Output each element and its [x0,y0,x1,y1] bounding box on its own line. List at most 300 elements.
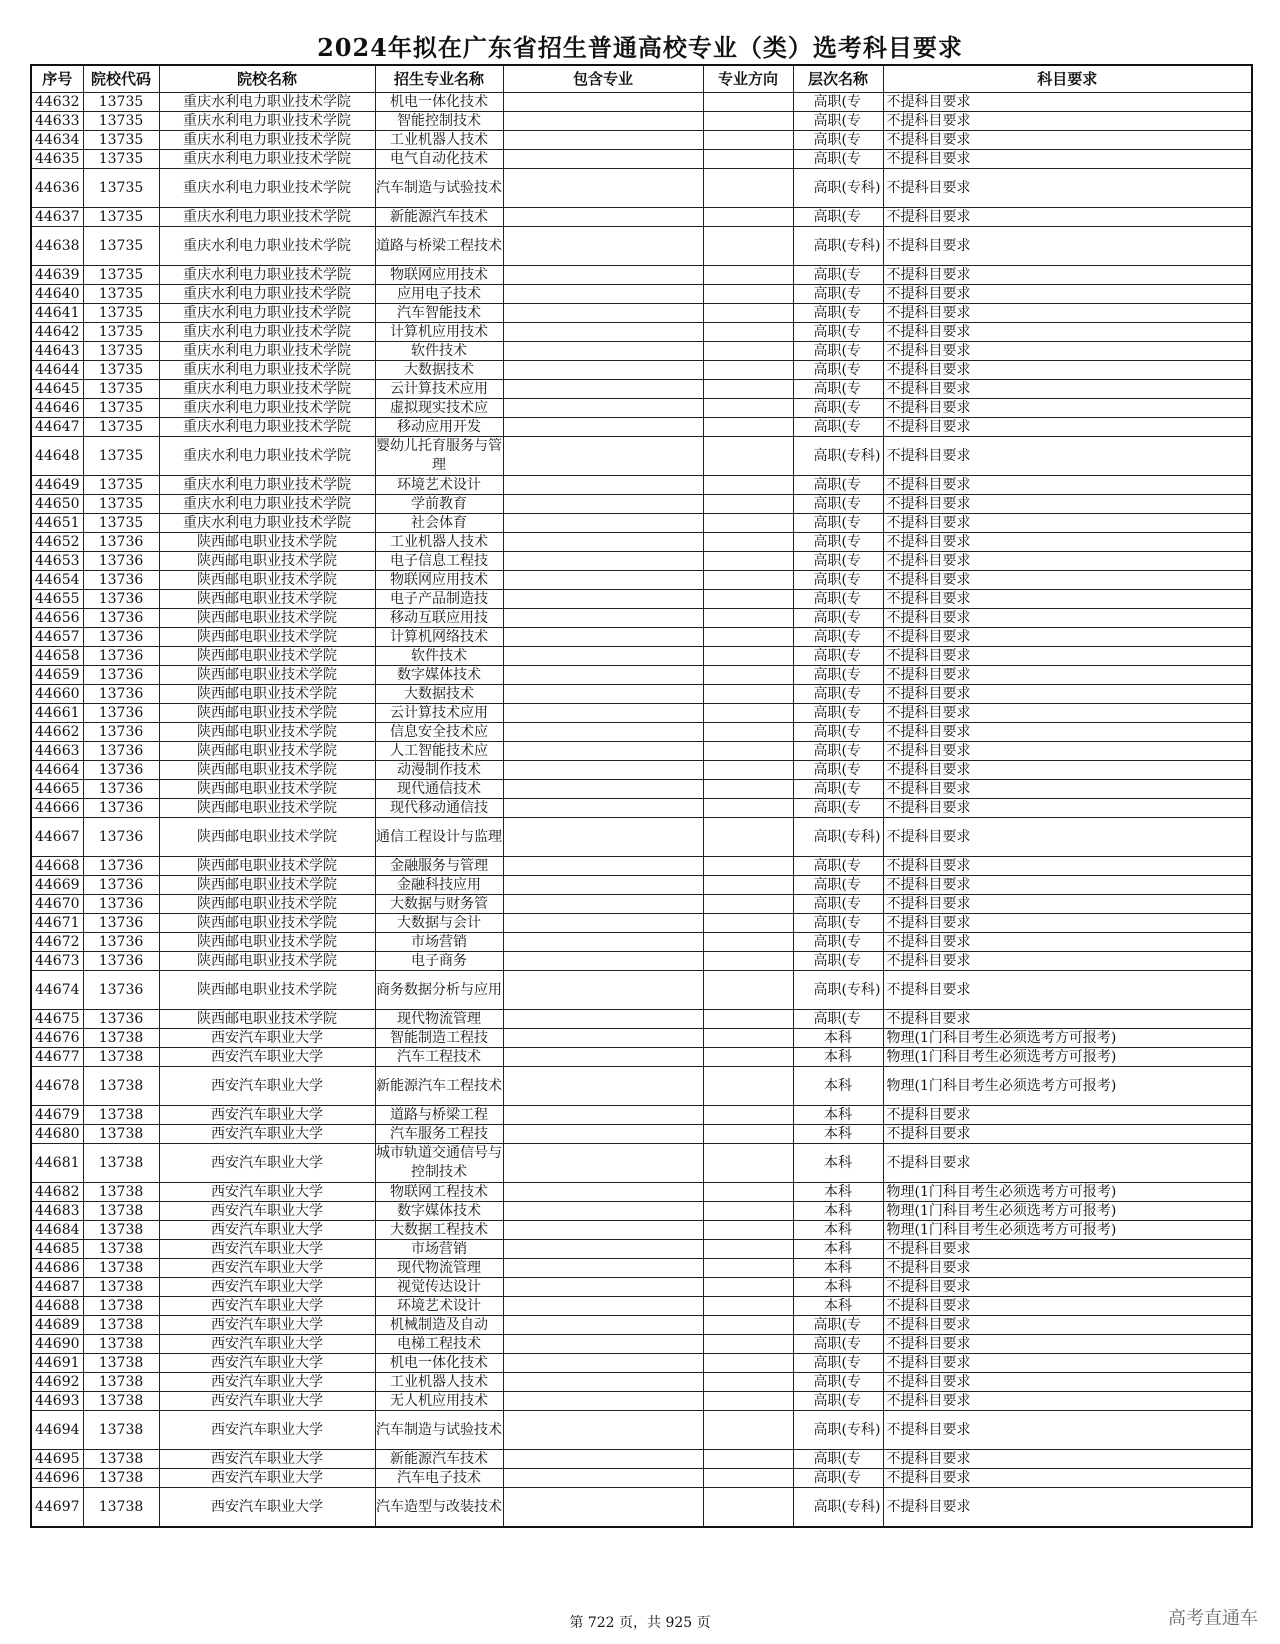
school-code-cell: 13735 [83,150,159,169]
requirement-cell: 不提科目要求 [883,571,1252,590]
school-code-cell: 13738 [83,1469,159,1488]
requirement-cell: 不提科目要求 [883,1278,1252,1297]
major-direction-cell [703,1183,793,1202]
included-majors-cell [503,876,703,895]
included-majors-cell [503,1240,703,1259]
seq-cell: 44694 [31,1411,83,1450]
table-row [31,1297,1252,1316]
major-name-cell: 移动应用开发 [375,418,503,437]
level-cell: 本科 [793,1048,883,1067]
major-direction-cell [703,799,793,818]
header-school-code: 院校代码 [83,65,159,93]
requirement-cell: 不提科目要求 [883,285,1252,304]
header-major-name: 招生专业名称 [375,65,503,93]
major-name-cell: 动漫制作技术 [375,761,503,780]
table-row [31,150,1252,169]
requirement-cell: 物理(1门科目考生必须选考方可报考) [883,1221,1252,1240]
seq-cell: 44693 [31,1392,83,1411]
major-name-cell: 大数据技术 [375,361,503,380]
requirement-cell: 不提科目要求 [883,380,1252,399]
major-name-cell: 软件技术 [375,342,503,361]
school-code-cell: 13736 [83,895,159,914]
major-name-cell: 现代物流管理 [375,1010,503,1029]
major-name-cell: 电子产品制造技 [375,590,503,609]
major-direction-cell [703,609,793,628]
school-name-cell: 西安汽车职业大学 [159,1469,375,1488]
level-cell: 高职(专 [793,131,883,150]
included-majors-cell [503,1450,703,1469]
included-majors-cell [503,1411,703,1450]
school-code-cell: 13738 [83,1202,159,1221]
level-cell: 高职(专 [793,380,883,399]
seq-cell: 44675 [31,1010,83,1029]
major-direction-cell [703,780,793,799]
school-code-cell: 13736 [83,742,159,761]
table-row [31,571,1252,590]
included-majors-cell [503,1202,703,1221]
seq-cell: 44658 [31,647,83,666]
school-code-cell: 13738 [83,1144,159,1183]
seq-cell: 44696 [31,1469,83,1488]
school-name-cell: 重庆水利电力职业技术学院 [159,399,375,418]
major-name-cell: 物联网工程技术 [375,1183,503,1202]
school-code-cell: 13736 [83,857,159,876]
requirement-cell: 不提科目要求 [883,533,1252,552]
seq-cell: 44634 [31,131,83,150]
major-name-cell: 商务数据分析与应用 [375,971,503,1010]
table-row [31,418,1252,437]
included-majors-cell [503,208,703,227]
major-name-cell: 机械制造及自动 [375,1316,503,1335]
major-name-cell: 金融科技应用 [375,876,503,895]
major-name-cell: 通信工程设计与监理 [375,818,503,857]
table-row [31,647,1252,666]
requirement-cell: 不提科目要求 [883,609,1252,628]
included-majors-cell [503,131,703,150]
seq-cell: 44669 [31,876,83,895]
major-direction-cell [703,552,793,571]
school-name-cell: 重庆水利电力职业技术学院 [159,208,375,227]
table-row [31,93,1252,112]
table-row [31,971,1252,1010]
requirement-cell: 不提科目要求 [883,1335,1252,1354]
major-direction-cell [703,971,793,1010]
school-code-cell: 13736 [83,818,159,857]
requirement-cell: 不提科目要求 [883,723,1252,742]
level-cell: 高职(专 [793,342,883,361]
major-name-cell: 无人机应用技术 [375,1392,503,1411]
major-name-cell: 城市轨道交通信号与控制技术 [375,1144,503,1183]
major-name-cell: 汽车造型与改装技术 [375,1488,503,1528]
major-direction-cell [703,93,793,112]
seq-cell: 44661 [31,704,83,723]
level-cell: 高职(专 [793,780,883,799]
table-row [31,799,1252,818]
requirement-cell: 物理(1门科目考生必须选考方可报考) [883,1183,1252,1202]
school-name-cell: 陕西邮电职业技术学院 [159,571,375,590]
seq-cell: 44684 [31,1221,83,1240]
included-majors-cell [503,1183,703,1202]
school-code-cell: 13735 [83,304,159,323]
school-code-cell: 13736 [83,971,159,1010]
major-name-cell: 新能源汽车技术 [375,1450,503,1469]
major-direction-cell [703,628,793,647]
header-school-name: 院校名称 [159,65,375,93]
major-direction-cell [703,857,793,876]
major-direction-cell [703,742,793,761]
major-name-cell: 大数据与财务管 [375,895,503,914]
major-name-cell: 大数据工程技术 [375,1221,503,1240]
major-direction-cell [703,952,793,971]
school-name-cell: 陕西邮电职业技术学院 [159,533,375,552]
seq-cell: 44648 [31,437,83,476]
major-name-cell: 汽车工程技术 [375,1048,503,1067]
major-direction-cell [703,1125,793,1144]
level-cell: 本科 [793,1297,883,1316]
seq-cell: 44679 [31,1106,83,1125]
major-direction-cell [703,1354,793,1373]
table-row [31,304,1252,323]
level-cell: 高职(专 [793,666,883,685]
major-name-cell: 电梯工程技术 [375,1335,503,1354]
seq-cell: 44667 [31,818,83,857]
table-row [31,437,1252,476]
school-code-cell: 13738 [83,1316,159,1335]
major-direction-cell [703,208,793,227]
requirement-cell: 不提科目要求 [883,761,1252,780]
table-row [31,895,1252,914]
seq-cell: 44633 [31,112,83,131]
table-row [31,169,1252,208]
level-cell: 高职(专 [793,418,883,437]
requirement-cell: 不提科目要求 [883,933,1252,952]
included-majors-cell [503,1316,703,1335]
school-name-cell: 陕西邮电职业技术学院 [159,857,375,876]
level-cell: 本科 [793,1183,883,1202]
seq-cell: 44652 [31,533,83,552]
included-majors-cell [503,93,703,112]
major-name-cell: 视觉传达设计 [375,1278,503,1297]
included-majors-cell [503,628,703,647]
table-row [31,761,1252,780]
requirement-cell: 不提科目要求 [883,1240,1252,1259]
major-direction-cell [703,1048,793,1067]
included-majors-cell [503,1029,703,1048]
school-code-cell: 13738 [83,1183,159,1202]
school-code-cell: 13736 [83,704,159,723]
table-row [31,876,1252,895]
school-code-cell: 13738 [83,1297,159,1316]
major-name-cell: 现代通信技术 [375,780,503,799]
seq-cell: 44680 [31,1125,83,1144]
school-name-cell: 陕西邮电职业技术学院 [159,552,375,571]
requirement-cell: 不提科目要求 [883,304,1252,323]
table-row [31,131,1252,150]
school-name-cell: 西安汽车职业大学 [159,1259,375,1278]
requirement-cell: 不提科目要求 [883,1010,1252,1029]
school-code-cell: 13735 [83,495,159,514]
included-majors-cell [503,1048,703,1067]
major-direction-cell [703,1067,793,1106]
seq-cell: 44636 [31,169,83,208]
school-code-cell: 13736 [83,799,159,818]
major-direction-cell [703,399,793,418]
table-row [31,1469,1252,1488]
included-majors-cell [503,1335,703,1354]
included-majors-cell [503,933,703,952]
requirement-cell: 不提科目要求 [883,93,1252,112]
level-cell: 高职(专科) [793,437,883,476]
school-name-cell: 陕西邮电职业技术学院 [159,876,375,895]
level-cell: 高职(专 [793,1335,883,1354]
table-row [31,514,1252,533]
requirement-cell: 不提科目要求 [883,495,1252,514]
seq-cell: 44681 [31,1144,83,1183]
level-cell: 高职(专科) [793,1411,883,1450]
requirement-cell: 不提科目要求 [883,1392,1252,1411]
level-cell: 高职(专 [793,704,883,723]
requirement-cell: 不提科目要求 [883,1316,1252,1335]
major-direction-cell [703,1240,793,1259]
major-name-cell: 智能制造工程技 [375,1029,503,1048]
seq-cell: 44657 [31,628,83,647]
included-majors-cell [503,685,703,704]
major-name-cell: 汽车制造与试验技术 [375,1411,503,1450]
level-cell: 本科 [793,1106,883,1125]
major-name-cell: 婴幼儿托育服务与管理 [375,437,503,476]
major-name-cell: 软件技术 [375,647,503,666]
school-code-cell: 13738 [83,1278,159,1297]
requirement-cell: 不提科目要求 [883,876,1252,895]
level-cell: 高职(专 [793,514,883,533]
major-name-cell: 数字媒体技术 [375,1202,503,1221]
school-name-cell: 西安汽车职业大学 [159,1297,375,1316]
major-name-cell: 新能源汽车技术 [375,208,503,227]
school-code-cell: 13736 [83,628,159,647]
school-name-cell: 重庆水利电力职业技术学院 [159,437,375,476]
level-cell: 本科 [793,1067,883,1106]
major-name-cell: 机电一体化技术 [375,93,503,112]
major-name-cell: 市场营销 [375,1240,503,1259]
seq-cell: 44670 [31,895,83,914]
major-name-cell: 电气自动化技术 [375,150,503,169]
school-name-cell: 重庆水利电力职业技术学院 [159,304,375,323]
school-code-cell: 13738 [83,1221,159,1240]
included-majors-cell [503,361,703,380]
table-row [31,952,1252,971]
major-name-cell: 新能源汽车工程技术 [375,1067,503,1106]
table-row [31,1125,1252,1144]
header-major-direction: 专业方向 [703,65,793,93]
school-code-cell: 13736 [83,685,159,704]
subject-requirements-table [30,64,1253,1528]
school-name-cell: 陕西邮电职业技术学院 [159,761,375,780]
major-name-cell: 学前教育 [375,495,503,514]
requirement-cell: 不提科目要求 [883,666,1252,685]
major-direction-cell [703,666,793,685]
major-direction-cell [703,1297,793,1316]
school-code-cell: 13735 [83,112,159,131]
seq-cell: 44650 [31,495,83,514]
major-direction-cell [703,323,793,342]
requirement-cell: 不提科目要求 [883,1125,1252,1144]
table-row [31,112,1252,131]
included-majors-cell [503,150,703,169]
included-majors-cell [503,895,703,914]
school-code-cell: 13738 [83,1373,159,1392]
table-row [31,227,1252,266]
requirement-cell: 不提科目要求 [883,169,1252,208]
seq-cell: 44641 [31,304,83,323]
requirement-cell: 不提科目要求 [883,780,1252,799]
major-direction-cell [703,1373,793,1392]
seq-cell: 44647 [31,418,83,437]
table-row [31,1450,1252,1469]
requirement-cell: 不提科目要求 [883,208,1252,227]
school-code-cell: 13735 [83,514,159,533]
major-direction-cell [703,914,793,933]
major-name-cell: 工业机器人技术 [375,131,503,150]
school-name-cell: 陕西邮电职业技术学院 [159,933,375,952]
major-name-cell: 云计算技术应用 [375,704,503,723]
school-name-cell: 西安汽车职业大学 [159,1392,375,1411]
page-title: 2024年拟在广东省招生普通高校专业（类）选考科目要求 [317,33,963,62]
major-direction-cell [703,1469,793,1488]
table-row [31,1067,1252,1106]
school-name-cell: 西安汽车职业大学 [159,1450,375,1469]
school-name-cell: 西安汽车职业大学 [159,1144,375,1183]
level-cell: 高职(专科) [793,169,883,208]
included-majors-cell [503,857,703,876]
school-name-cell: 重庆水利电力职业技术学院 [159,380,375,399]
table-row [31,628,1252,647]
school-name-cell: 西安汽车职业大学 [159,1067,375,1106]
school-code-cell: 13735 [83,93,159,112]
level-cell: 高职(专 [793,761,883,780]
table-row [31,1048,1252,1067]
school-code-cell: 13735 [83,399,159,418]
major-name-cell: 汽车制造与试验技术 [375,169,503,208]
included-majors-cell [503,704,703,723]
table-row [31,533,1252,552]
requirement-cell: 不提科目要求 [883,150,1252,169]
table-row [31,1029,1252,1048]
major-name-cell: 数字媒体技术 [375,666,503,685]
school-name-cell: 西安汽车职业大学 [159,1335,375,1354]
level-cell: 本科 [793,1144,883,1183]
major-direction-cell [703,704,793,723]
level-cell: 本科 [793,1125,883,1144]
seq-cell: 44683 [31,1202,83,1221]
major-name-cell: 汽车智能技术 [375,304,503,323]
level-cell: 高职(专 [793,742,883,761]
seq-cell: 44674 [31,971,83,1010]
included-majors-cell [503,818,703,857]
included-majors-cell [503,1392,703,1411]
level-cell: 高职(专 [793,476,883,495]
major-direction-cell [703,285,793,304]
requirement-cell: 不提科目要求 [883,437,1252,476]
table-row [31,1316,1252,1335]
requirement-cell: 不提科目要求 [883,266,1252,285]
table-row [31,666,1252,685]
school-name-cell: 西安汽车职业大学 [159,1488,375,1528]
major-direction-cell [703,895,793,914]
school-code-cell: 13736 [83,571,159,590]
included-majors-cell [503,1354,703,1373]
major-name-cell: 电子商务 [375,952,503,971]
major-direction-cell [703,723,793,742]
major-name-cell: 电子信息工程技 [375,552,503,571]
school-code-cell: 13738 [83,1029,159,1048]
level-cell: 高职(专 [793,552,883,571]
major-name-cell: 市场营销 [375,933,503,952]
major-direction-cell [703,1450,793,1469]
major-name-cell: 虚拟现实技术应 [375,399,503,418]
school-code-cell: 13736 [83,914,159,933]
table-row [31,476,1252,495]
major-direction-cell [703,266,793,285]
school-name-cell: 重庆水利电力职业技术学院 [159,112,375,131]
included-majors-cell [503,971,703,1010]
school-name-cell: 西安汽车职业大学 [159,1106,375,1125]
school-name-cell: 西安汽车职业大学 [159,1278,375,1297]
school-code-cell: 13736 [83,666,159,685]
school-code-cell: 13735 [83,437,159,476]
school-code-cell: 13735 [83,227,159,266]
school-name-cell: 重庆水利电力职业技术学院 [159,131,375,150]
seq-cell: 44666 [31,799,83,818]
school-code-cell: 13738 [83,1488,159,1528]
level-cell: 高职(专 [793,399,883,418]
level-cell: 高职(专 [793,323,883,342]
seq-cell: 44645 [31,380,83,399]
major-direction-cell [703,1010,793,1029]
seq-cell: 44638 [31,227,83,266]
school-code-cell: 13736 [83,876,159,895]
included-majors-cell [503,1373,703,1392]
level-cell: 高职(专 [793,533,883,552]
school-code-cell: 13736 [83,723,159,742]
requirement-cell: 不提科目要求 [883,552,1252,571]
included-majors-cell [503,742,703,761]
seq-cell: 44644 [31,361,83,380]
school-name-cell: 陕西邮电职业技术学院 [159,685,375,704]
major-name-cell: 大数据与会计 [375,914,503,933]
requirement-cell: 不提科目要求 [883,647,1252,666]
included-majors-cell [503,647,703,666]
seq-cell: 44655 [31,590,83,609]
school-code-cell: 13738 [83,1354,159,1373]
school-name-cell: 西安汽车职业大学 [159,1411,375,1450]
seq-cell: 44688 [31,1297,83,1316]
included-majors-cell [503,285,703,304]
level-cell: 高职(专 [793,1373,883,1392]
level-cell: 高职(专 [793,1354,883,1373]
seq-cell: 44685 [31,1240,83,1259]
school-name-cell: 陕西邮电职业技术学院 [159,609,375,628]
major-name-cell: 机电一体化技术 [375,1354,503,1373]
major-direction-cell [703,495,793,514]
school-name-cell: 重庆水利电力职业技术学院 [159,266,375,285]
school-name-cell: 西安汽车职业大学 [159,1240,375,1259]
level-cell: 高职(专 [793,361,883,380]
table-row [31,818,1252,857]
level-cell: 高职(专 [793,1010,883,1029]
school-name-cell: 西安汽车职业大学 [159,1183,375,1202]
school-code-cell: 13735 [83,266,159,285]
school-name-cell: 陕西邮电职业技术学院 [159,666,375,685]
